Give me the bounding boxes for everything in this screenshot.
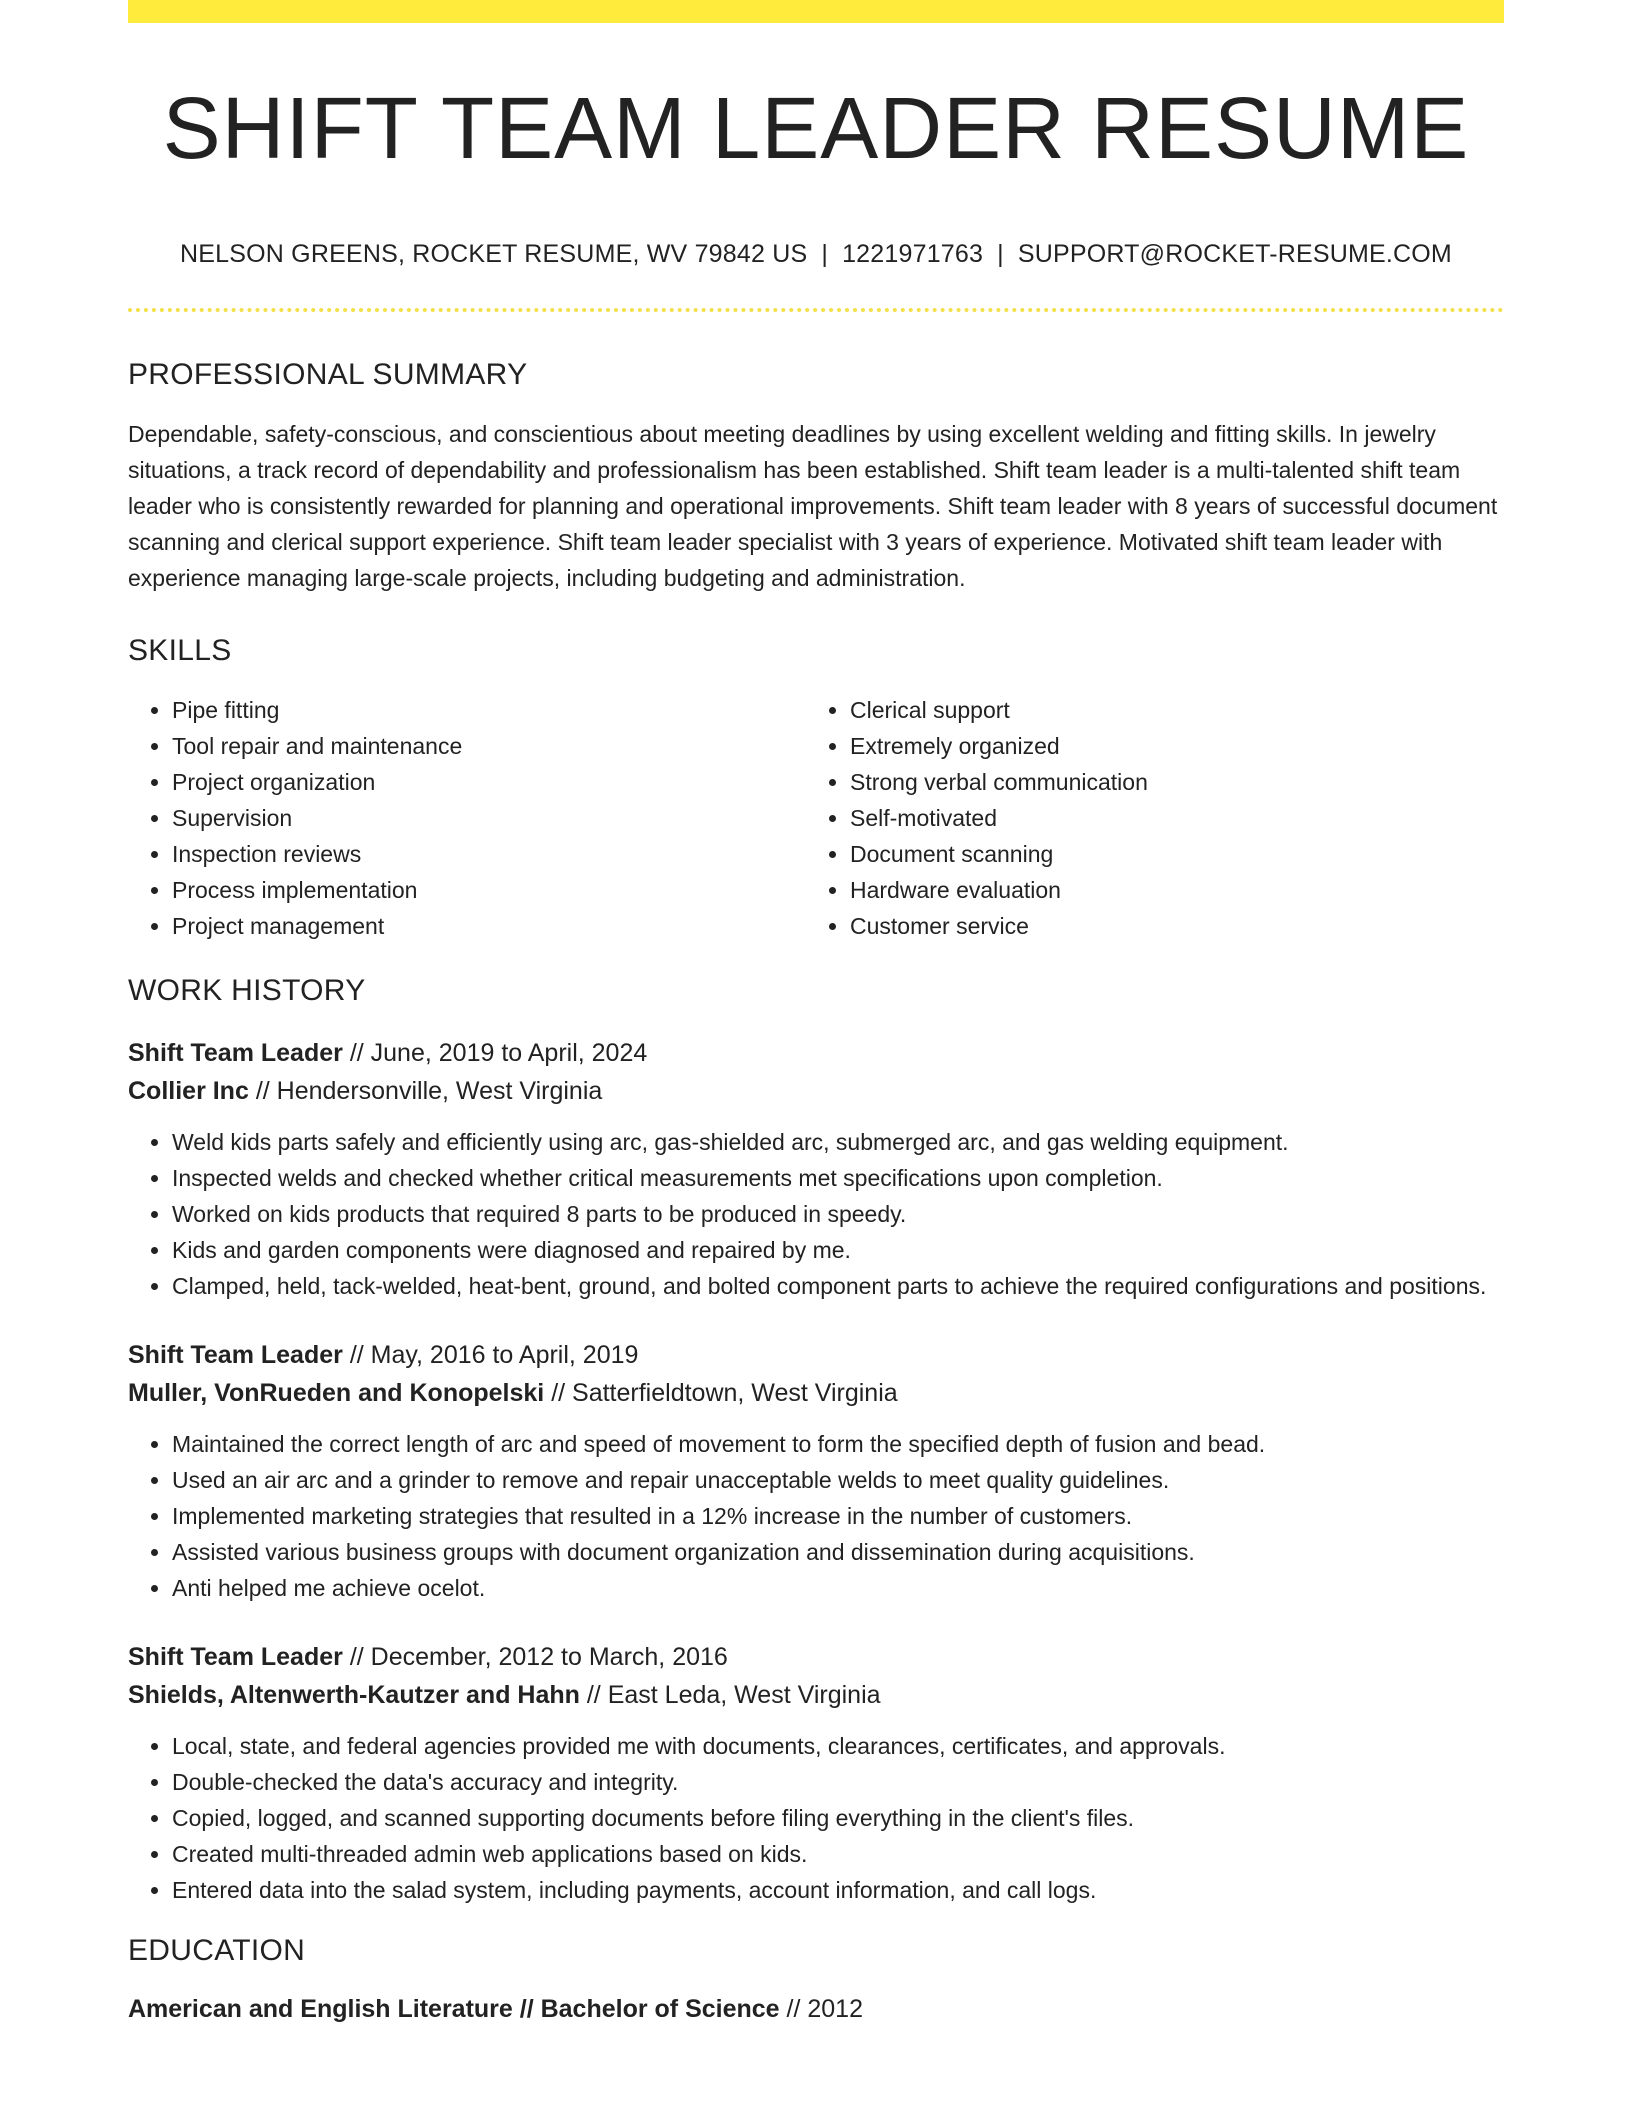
job-bullet: • Clamped, held, tack-welded, heat-bent, ground, and bolted component parts to achieve the required configurations and positions.	[172, 1268, 1504, 1304]
job-title: Shift Team Leader	[128, 1039, 343, 1067]
education-heading: EDUCATION	[128, 1934, 306, 1967]
header-divider	[128, 308, 1504, 312]
job-title-line	[128, 1638, 1504, 1676]
contact-separator: |	[997, 240, 1004, 268]
job-title: Shift Team Leader	[128, 1643, 343, 1671]
page-title: SHIFT TEAM LEADER RESUME	[162, 80, 1470, 177]
skills-list	[128, 692, 1504, 944]
job-location: // East Leda, West Virginia	[579, 1681, 881, 1709]
skill-item: • Tool repair and maintenance	[172, 728, 806, 764]
job-company: Collier Inc	[128, 1077, 249, 1105]
job-bullet: • Assisted various business groups with document organization and dissemination during acquisitions.	[172, 1534, 1504, 1570]
education-field: American and English Literature // Bachelor of Science	[128, 1995, 780, 2023]
job-bullet: • Kids and garden components were diagnosed and repaired by me.	[172, 1232, 1504, 1268]
job-bullets	[128, 1426, 1504, 1606]
job-entry	[128, 1638, 1504, 1908]
skill-item: • Hardware evaluation	[850, 872, 1484, 908]
skill-item: • Extremely organized	[850, 728, 1484, 764]
job-bullet: • Implemented marketing strategies that resulted in a 12% increase in the number of customers.	[172, 1498, 1504, 1534]
education-year: // 2012	[779, 1995, 863, 2023]
skills-column-right	[806, 692, 1484, 944]
summary-heading: PROFESSIONAL SUMMARY	[128, 358, 528, 391]
job-bullet: • Inspected welds and checked whether critical measurements met specifications upon completion.	[172, 1160, 1504, 1196]
job-dates: // December, 2012 to March, 2016	[342, 1643, 728, 1671]
contact-phone: 1221971763	[842, 240, 984, 268]
skill-item: • Document scanning	[850, 836, 1484, 872]
skill-item: • Inspection reviews	[172, 836, 806, 872]
job-bullet: • Worked on kids products that required 8 parts to be produced in speedy.	[172, 1196, 1504, 1232]
skill-item: • Strong verbal communication	[850, 764, 1484, 800]
skill-item: • Clerical support	[850, 692, 1484, 728]
job-location: // Satterfieldtown, West Virginia	[544, 1379, 898, 1407]
resume-page	[128, 0, 1504, 2028]
job-bullet: • Copied, logged, and scanned supporting documents before filing everything in the client's files.	[172, 1800, 1504, 1836]
job-company: Muller, VonRueden and Konopelski	[128, 1379, 545, 1407]
accent-bar	[128, 0, 1504, 23]
job-company-line	[128, 1374, 1504, 1412]
education-entry	[128, 1990, 1504, 2028]
job-company-line	[128, 1676, 1504, 1714]
contact-separator: |	[821, 240, 829, 268]
job-bullet: • Weld kids parts safely and efficiently using arc, gas-shielded arc, submerged arc, and gas welding equipment.	[172, 1124, 1504, 1160]
job-dates: // June, 2019 to April, 2024	[342, 1039, 648, 1067]
job-bullet: • Maintained the correct length of arc and speed of movement to form the specified depth of fusion and bead.	[172, 1426, 1504, 1462]
contact-email: SUPPORT@ROCKET-RESUME.COM	[1017, 240, 1452, 268]
job-bullet: • Anti helped me achieve ocelot.	[172, 1570, 1504, 1606]
job-title-line	[128, 1336, 1504, 1374]
job-bullet: • Local, state, and federal agencies provided me with documents, clearances, certificates, and approvals.	[172, 1728, 1504, 1764]
skill-item: • Supervision	[172, 800, 806, 836]
job-bullet: • Double-checked the data's accuracy and integrity.	[172, 1764, 1504, 1800]
job-bullets	[128, 1728, 1504, 1908]
job-company-line	[128, 1072, 1504, 1110]
job-bullet: • Entered data into the salad system, including payments, account information, and call logs.	[172, 1872, 1504, 1908]
job-company: Shields, Altenwerth-Kautzer and Hahn	[128, 1681, 580, 1709]
skill-item: • Self-motivated	[850, 800, 1484, 836]
contact-line	[128, 240, 1504, 269]
job-bullet: • Used an air arc and a grinder to remove and repair unacceptable welds to meet quality guidelines.	[172, 1462, 1504, 1498]
skill-item: • Project management	[172, 908, 806, 944]
job-title-line	[128, 1034, 1504, 1072]
contact-address: NELSON GREENS, ROCKET RESUME, WV 79842 US	[180, 240, 808, 268]
job-dates: // May, 2016 to April, 2019	[342, 1341, 639, 1369]
job-entry	[128, 1034, 1504, 1304]
skill-item: • Process implementation	[172, 872, 806, 908]
work-history-heading: WORK HISTORY	[128, 974, 366, 1007]
skill-item: • Customer service	[850, 908, 1484, 944]
skill-item: • Pipe fitting	[172, 692, 806, 728]
job-location: // Hendersonville, West Virginia	[248, 1077, 603, 1105]
skills-heading: SKILLS	[128, 634, 232, 667]
job-bullets	[128, 1124, 1504, 1304]
job-bullet: • Created multi-threaded admin web applications based on kids.	[172, 1836, 1504, 1872]
skills-column-left	[128, 692, 806, 944]
skill-item: • Project organization	[172, 764, 806, 800]
job-entry	[128, 1336, 1504, 1606]
summary-text: Dependable, safety-conscious, and conscientious about meeting deadlines by using excellent welding and fitting skills. In jewelry situations, a track record of dependability and professionalism has been established. Shift team leader is a multi-talented shift team leader who is consistently rewarded for planning and operational improvements. Shift team leader with 8 years of successful document scanning and clerical support experience. Shift team leader specialist with 3 years of experience. Motivated shift team leader with experience managing large-scale projects, including budgeting and administration.	[128, 421, 1498, 591]
job-title: Shift Team Leader	[128, 1341, 343, 1369]
